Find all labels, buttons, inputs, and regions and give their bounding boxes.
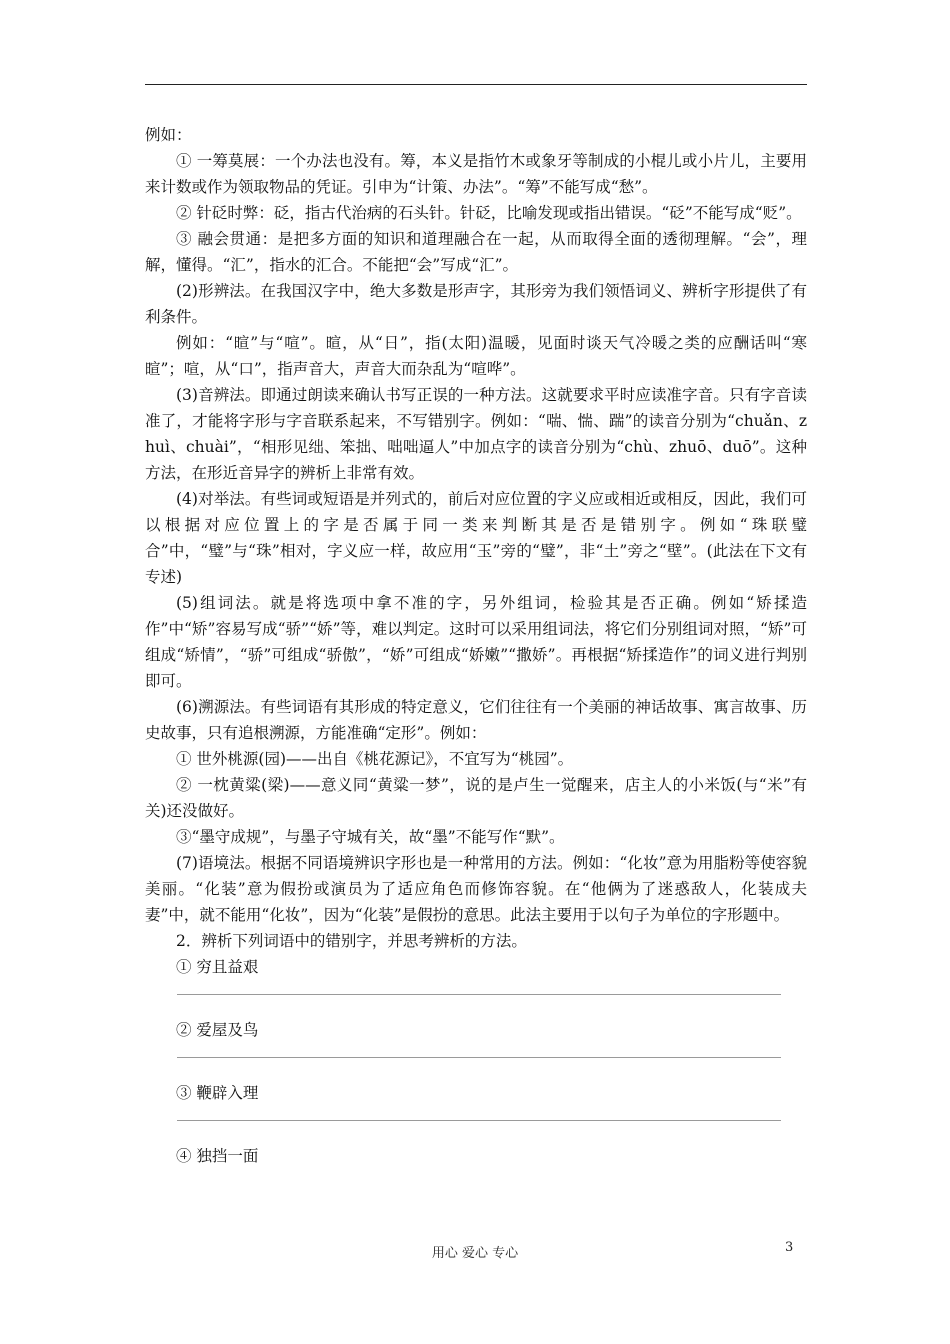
- paragraph: ① 世外桃源(园)——出自《桃花源记》，不宜写为“桃园”。: [176, 750, 574, 768]
- footer-motto: 用心 爱心 专心: [431, 1246, 519, 1261]
- answer-line[interactable]: [177, 1120, 781, 1121]
- paragraph: 例如：: [145, 126, 192, 144]
- paragraph: ③ 融会贯通：是把多方面的知识和道理融合在一起，从而取得全面的透彻理解。“会”，理解，懂得。“汇”，指水的汇合。不能把“会”写成“汇”。: [145, 230, 807, 274]
- paragraph: 例如：“暄”与“喧”。暄，从“日”，指(太阳)温暖，见面时谈天气冷暖之类的应酬话叫“寒暄”；喧，从“口”，指声音大，声音大而杂乱为“喧哗”。: [145, 334, 807, 378]
- paragraph: ② 一枕黄粱(梁)——意义同“黄粱一梦”，说的是卢生一觉醒来，店主人的小米饭(与“米”有关)还没做好。: [145, 776, 807, 820]
- paragraph: ② 针砭时弊：砭，指古代治病的石头针。针砭，比喻发现或指出错误。“砭”不能写成“贬”。: [176, 204, 802, 222]
- page-number: 3: [785, 1240, 794, 1255]
- paragraph: (2)形辨法。在我国汉字中，绝大多数是形声字，其形旁为我们领悟词义、辨析字形提供了有利条件。: [145, 282, 807, 326]
- document-body: [145, 122, 807, 1169]
- header-rule: [145, 84, 807, 85]
- paragraph: (3)音辨法。即通过朗读来确认书写正误的一种方法。这就要求平时应读准字音。只有字音读准了，才能将字形与字音联系起来，不写错别字。例如：“喘、惴、踹”的读音分别为“chuǎn、zhuì、chuài”，“相形见绌、笨拙、咄咄逼人”中加点字的读音分别为“chù、zhuō、duō”。这种方法，在形近音异字的辨析上非常有效。: [145, 386, 807, 482]
- paragraph: (7)语境法。根据不同语境辨识字形也是一种常用的方法。例如：“化妆”意为用脂粉等使容貌美丽。“化装”意为假扮或演员为了适应角色而修饰容貌。在“他俩为了迷惑敌人，化装成夫妻”中，就不能用“化妆”，因为“化装”是假扮的意思。此法主要用于以句子为单位的字形题中。: [145, 854, 807, 924]
- paragraph: ③“墨守成规”，与墨子守城有关，故“墨”不能写作“默”。: [176, 828, 565, 846]
- question-item: ① 穷且益艰: [176, 958, 259, 976]
- paragraph: 2．辨析下列词语中的错别字，并思考辨析的方法。: [176, 932, 527, 950]
- question-item: ② 爱屋及鸟: [176, 1021, 259, 1039]
- question-item: ③ 鞭辟入理: [176, 1084, 259, 1102]
- question-item: ④ 独挡一面: [176, 1147, 259, 1165]
- paragraph: ① 一筹莫展：一个办法也没有。筹，本义是指竹木或象牙等制成的小棍儿或小片儿，主要用来计数或作为领取物品的凭证。引申为“计策、办法”。“筹”不能写成“愁”。: [145, 152, 807, 196]
- paragraph: (5)组词法。就是将选项中拿不准的字，另外组词，检验其是否正确。例如“矫揉造作”中“矫”容易写成“骄”“娇”等，难以判定。这时可以采用组词法，将它们分别组词对照，“矫”可组成“矫情”，“骄”可组成“骄傲”，“娇”可组成“娇嫩”“撒娇”。再根据“矫揉造作”的词义进行判别即可。: [145, 594, 807, 690]
- paragraph: (4)对举法。有些词或短语是并列式的，前后对应位置的字义应或相近或相反，因此，我们可以根据对应位置上的字是否属于同一类来判断其是否是错别字。例如“珠联璧合”中，“璧”与“珠”相对，字义应一样，故应用“玉”旁的“璧”，非“土”旁之“壁”。(此法在下文有专述): [145, 490, 807, 586]
- paragraph: (6)溯源法。有些词语有其形成的特定意义，它们往往有一个美丽的神话故事、寓言故事、历史故事，只有追根溯源，方能准确“定形”。例如：: [145, 698, 807, 742]
- answer-line[interactable]: [177, 994, 781, 995]
- answer-line[interactable]: [177, 1057, 781, 1058]
